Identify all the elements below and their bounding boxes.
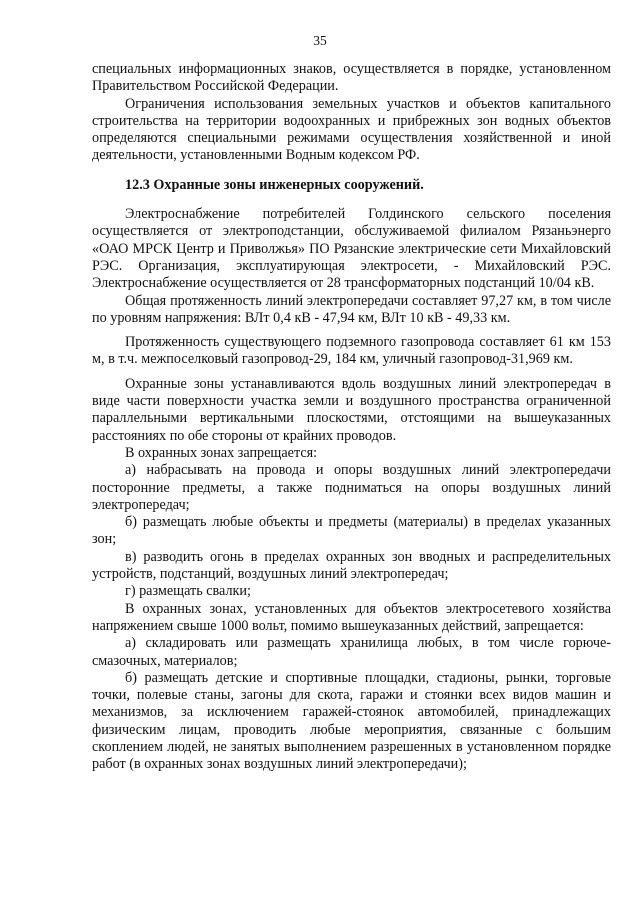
- paragraph-restrictions: Ограничения использования земельных участков и объектов капитального строительства на территории водоохранных и прибрежных зон водных объектов определяются специальными режимами осуществления хозяйственной и иной деятельности, установленными Водным кодексом РФ.: [92, 95, 611, 164]
- paragraph-continuation: специальных информационных знаков, осуществляется в порядке, установленном Правительством Российской Федерации.: [92, 61, 611, 95]
- paragraph-high-voltage: В охранных зонах, установленных для объектов электросетевого хозяйства напряжением свыше 1000 вольт, помимо вышеуказанных действий, запрещается:: [92, 600, 611, 634]
- list-item-hv-a: а) складировать или размещать хранилища любых, в том числе горюче-смазочных, материалов;: [92, 635, 611, 669]
- list-item-hv-b: б) размещать детские и спортивные площадки, стадионы, рынки, торговые точки, полевые станы, загоны для скота, гаражи и стоянки всех видов машин и механизмов, за исключением гаражей-стоянок автомобилей, принадлежащих физическим лицам, проводить любые мероприятия, связанные с большим скоплением людей, не занятых выполнением разрешенных в установленном порядке работ (в охранных зонах воздушных линий электропередачи);: [92, 669, 611, 773]
- list-item-g: г) размещать свалки;: [125, 583, 251, 600]
- paragraph-protection-zones: Охранные зоны устанавливаются вдоль воздушных линий электропередач в виде части поверхности участка земли и воздушного пространства ограниченной параллельными вертикальными плоскостями, отстоящими на вышеуказанных расстояниях по обе стороны от крайних проводов.: [92, 375, 611, 444]
- page-number: 35: [313, 33, 327, 48]
- paragraph-prohibited-intro: В охранных зонах запрещается:: [125, 444, 318, 461]
- paragraph-gas-pipeline: Протяженность существующего подземного газопровода составляет 61 км 153 м, в т.ч. межпоселковый газопровод-29, 184 км, уличный газопровод-31,969 км.: [92, 334, 611, 368]
- section-heading: 12.3 Охранные зоны инженерных сооружений.: [125, 176, 424, 193]
- paragraph-line-length: Общая протяженность линий электропередачи составляет 97,27 км, в том числе по уровням напряжения: ВЛт 0,4 кВ - 47,94 км, ВЛт 10 кВ - 49,33 км.: [92, 292, 611, 326]
- paragraph-power-supply: Электроснабжение потребителей Голдинского сельского поселения осуществляется от электроподстанции, обслуживаемой филиалом Рязаньэнерго «ОАО МРСК Центр и Приволжья» ПО Рязанские электрические сети Михайловский РЭС. Организация, эксплуатирующая электросети, - Михайловский РЭС. Электроснабжение осуществляется от 28 трансформаторных подстанций 10/04 кВ.: [92, 206, 611, 292]
- list-item-b: б) размещать любые объекты и предметы (материалы) в пределах указанных зон;: [92, 514, 611, 548]
- document-body: [92, 61, 611, 774]
- list-item-a: а) набрасывать на провода и опоры воздушных линий электропередачи посторонние предметы, а также подниматься на опоры воздушных линий электропередач;: [92, 462, 611, 513]
- list-item-v: в) разводить огонь в пределах охранных зон вводных и распределительных устройств, подстанций, воздушных линий электропередач;: [92, 548, 611, 583]
